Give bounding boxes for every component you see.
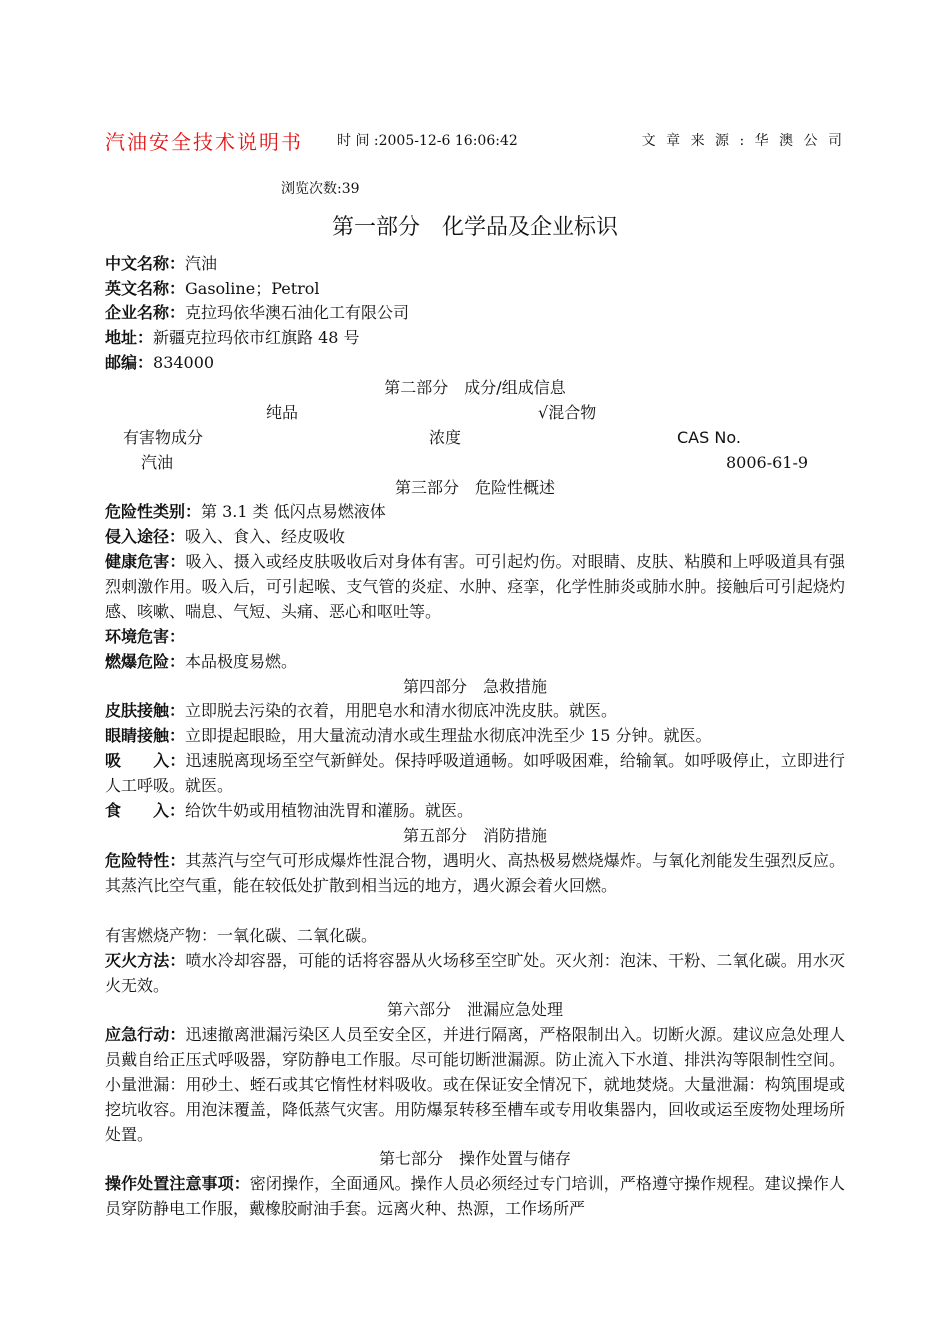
field-value: 汽油 [185,254,218,273]
english-name-row [105,276,845,301]
part3-heading: 第三部分 危险性概述 [394,478,555,497]
field-label: 灭火方法： [105,951,186,970]
field-label: 吸 入： [105,751,186,770]
field-value: 新疆克拉玛依市红旗路 48 号 [153,328,360,347]
part2-heading: 第二部分 成分/组成信息 [384,378,566,397]
fire-hazard-row [105,649,845,674]
environment-hazard-row [105,624,845,649]
ingestion-row [105,798,845,823]
combustion-products-row: 有害燃烧产物：一氧化碳、二氧化碳。 [105,926,378,945]
field-value: 克拉玛依华澳石油化工有限公司 [185,303,410,322]
health-hazard-paragraph [105,549,845,624]
emergency-action-paragraph [105,1022,845,1147]
document-title: 汽油安全技术说明书 [105,130,303,154]
postcode-row [105,350,845,375]
field-label: 眼睛接触： [105,726,186,745]
chinese-name-row [105,251,845,276]
field-label: 危险特性： [105,851,186,870]
cas-cell: 8006-61-9 [726,453,809,472]
field-value: 迅速脱离现场至空气新鲜处。保持呼吸道通畅。如呼吸困难，给输氧。如呼吸停止，立即进行人工呼吸。就医。 [105,751,845,795]
hazard-characteristics-paragraph [105,848,845,898]
field-label: 中文名称： [105,254,186,273]
view-count: 浏览次数:39 [281,181,360,197]
part7-heading: 第七部分 操作处置与储存 [378,1149,571,1168]
part6-heading: 第六部分 泄漏应急处理 [386,1000,563,1019]
field-label: 邮编： [105,353,154,372]
field-value: 吸入、摄入或经皮肤吸收后对身体有害。可引起灼伤。对眼睛、皮肤、粘膜和上呼吸道具有强烈刺激作用。吸入后，可引起喉、支气管的炎症、水肿、痉挛，化学性肺炎或肺水肿。接触后可引起烧灼感、咳嗽、喘息、气短、头痛、恶心和呕吐等。 [105,552,845,621]
mixture-option: √混合物 [538,403,597,422]
document-header [105,126,845,152]
field-label: 应急行动： [105,1025,186,1044]
publish-time: 时 间 :2005-12-6 16:06:42 [337,133,518,149]
field-value: 密闭操作，全面通风。操作人员必须经过专门培训，严格遵守操作规程。建议操作人员穿防静电工作服，戴橡胶耐油手套。远离火种、热源，工作场所严 [105,1174,845,1218]
field-value: 本品极度易燃。 [185,652,298,671]
extinguishing-method-paragraph [105,948,845,998]
cas-header: CAS No. [677,428,741,447]
field-label: 危险性类别： [105,502,202,521]
part1-heading: 第一部分 化学品及企业标识 [331,215,618,240]
component-header: 有害物成分 [123,428,204,447]
field-label: 操作处置注意事项： [105,1174,250,1193]
eye-contact-row [105,723,845,748]
skin-contact-row [105,698,845,723]
pure-option: 纯品 [266,403,299,422]
handling-precautions-paragraph [105,1171,845,1221]
field-label: 健康危害： [105,552,186,571]
address-row [105,325,845,350]
company-name-row [105,300,845,325]
part4-heading: 第四部分 急救措施 [402,677,547,696]
field-label: 环境危害： [105,627,186,646]
field-value: 立即提起眼睑，用大量流动清水或生理盐水彻底冲洗至少 15 分钟。就医。 [185,726,712,745]
component-cell: 汽油 [141,453,174,472]
field-value: 立即脱去污染的衣着，用肥皂水和清水彻底冲洗皮肤。就医。 [185,701,618,720]
field-value: Gasoline；Petrol [185,279,320,298]
field-label: 侵入途径： [105,527,186,546]
inhalation-paragraph [105,748,845,798]
hazard-class-row [105,499,845,524]
field-value: 给饮牛奶或用植物油洗胃和灌肠。就医。 [185,801,474,820]
field-value: 第 3.1 类 低闪点易燃液体 [201,502,386,521]
field-value: 喷水冷却容器，可能的话将容器从火场移至空旷处。灭火剂：泡沫、干粉、二氧化碳。用水灭火无效。 [105,951,845,995]
field-value: 其蒸汽与空气可形成爆炸性混合物，遇明火、高热极易燃烧爆炸。与氧化剂能发生强烈反应。其蒸汽比空气重，能在较低处扩散到相当远的地方，遇火源会着火回燃。 [105,851,845,895]
field-value: 迅速撤离泄漏污染区人员至安全区，并进行隔离，严格限制出入。切断火源。建议应急处理人员戴自给正压式呼吸器，穿防静电工作服。尽可能切断泄漏源。防止流入下水道、排洪沟等限制性空间。小量泄漏：用砂土、蛭石或其它惰性材料吸收。或在保证安全情况下，就地焚烧。大量泄漏：构筑围堤或挖坑收容。用泡沫覆盖，降低蒸气灾害。用防爆泵转移至槽车或专用收集器内，回收或运至废物处理场所处置。 [105,1025,845,1144]
part5-heading: 第五部分 消防措施 [402,826,547,845]
field-label: 企业名称： [105,303,186,322]
field-value: 834000 [153,353,215,372]
article-source: 文 章 来 源 : 华 澳 公 司 [641,133,845,149]
field-label: 食 入： [105,801,186,820]
field-label: 地址： [105,328,154,347]
field-label: 英文名称： [105,279,186,298]
field-label: 燃爆危险： [105,652,186,671]
entry-route-row [105,524,845,549]
field-label: 皮肤接触： [105,701,186,720]
field-value: 吸入、食入、经皮吸收 [185,527,346,546]
concentration-header: 浓度 [429,428,462,447]
